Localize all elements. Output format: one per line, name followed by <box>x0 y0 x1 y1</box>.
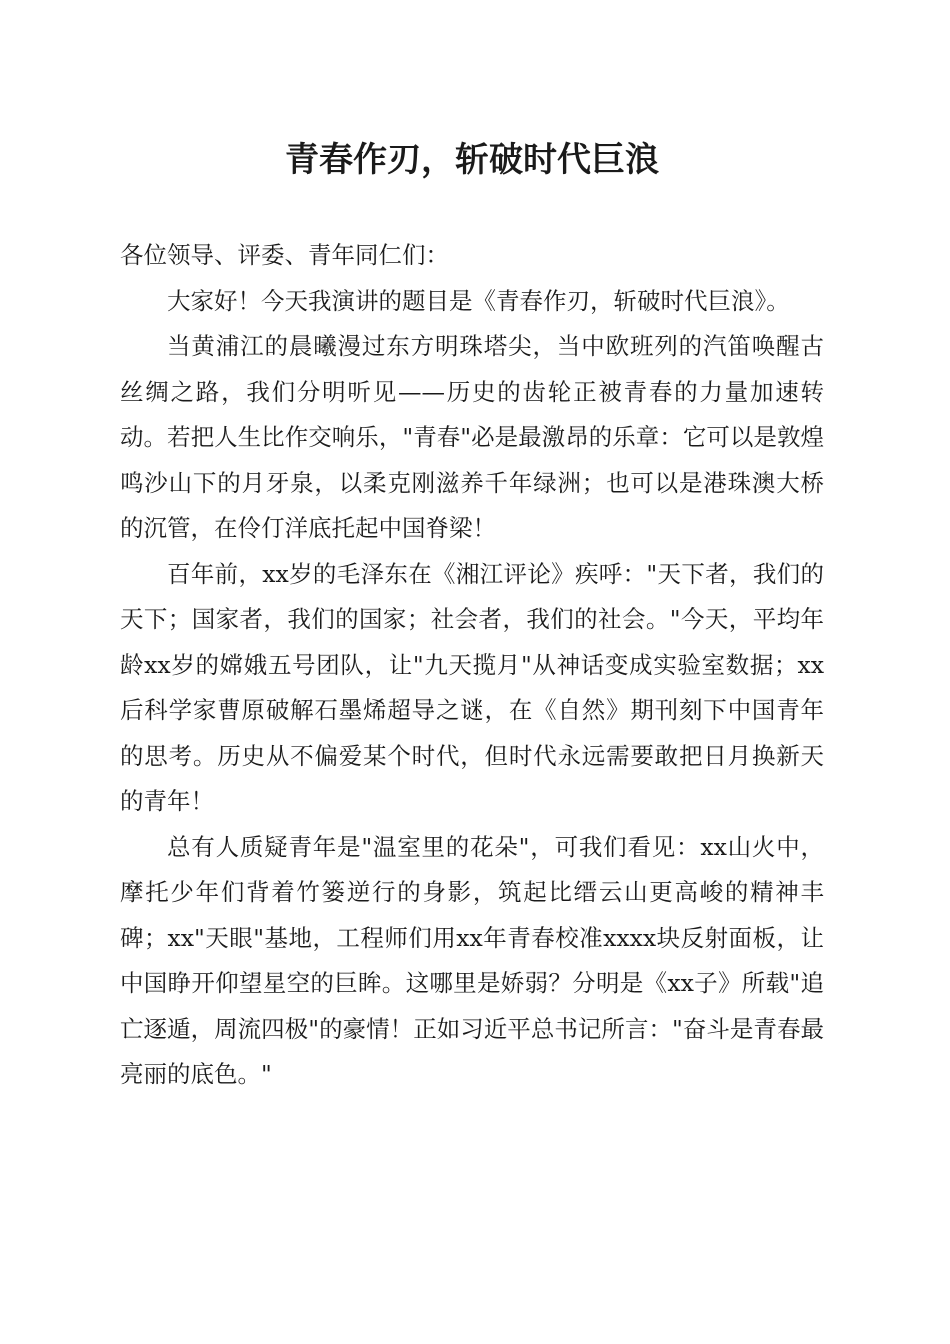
paragraph-intro: 大家好！今天我演讲的题目是《青春作刃，斩破时代巨浪》。 <box>167 286 790 315</box>
greeting-line: 各位领导、评委、青年同仁们： <box>120 241 449 269</box>
paragraph-history: 百年前，xx岁的毛泽东在《湘江评论》疾呼："天下者，我们的天下；国家者，我们的国家；社会者，我们的社会。"今天，平均年龄xx岁的嫦娥五号团队，让"九天揽月"从神话变成实验室数据；xx后科学家曹原破解石墨烯超导之谜，在《自然》期刊刻下中国青年的思考。历史从不偏爱某个时代，但时代永远需要敢把日月换新天的青年！ <box>120 559 824 815</box>
document-title: 青春作刃，斩破时代巨浪 <box>285 140 659 180</box>
paragraph-youth-symphony: 当黄浦江的晨曦漫过东方明珠塔尖，当中欧班列的汽笛唤醒古丝绸之路，我们分明听见——历史的齿轮正被青春的力量加速转动。若把人生比作交响乐，"青春"必是最激昂的乐章：它可以是敦煌鸣沙山下的月牙泉，以柔克刚滋养千年绿洲；也可以是港珠澳大桥的沉管，在伶仃洋底托起中国脊梁！ <box>120 332 824 542</box>
document-body <box>120 233 824 1098</box>
paragraph-questioned-youth: 总有人质疑青年是"温室里的花朵"，可我们看见：xx山火中，摩托少年们背着竹篓逆行的身影，筑起比缙云山更高峻的精神丰碑；xx"天眼"基地，工程师们用xx年青春校准xxxx块反射面板，让中国睁开仰望星空的巨眸。这哪里是娇弱？分明是《xx子》所载"追亡逐遁，周流四极"的豪情！正如习近平总书记所言："奋斗是青春最亮丽的底色。" <box>120 832 824 1088</box>
